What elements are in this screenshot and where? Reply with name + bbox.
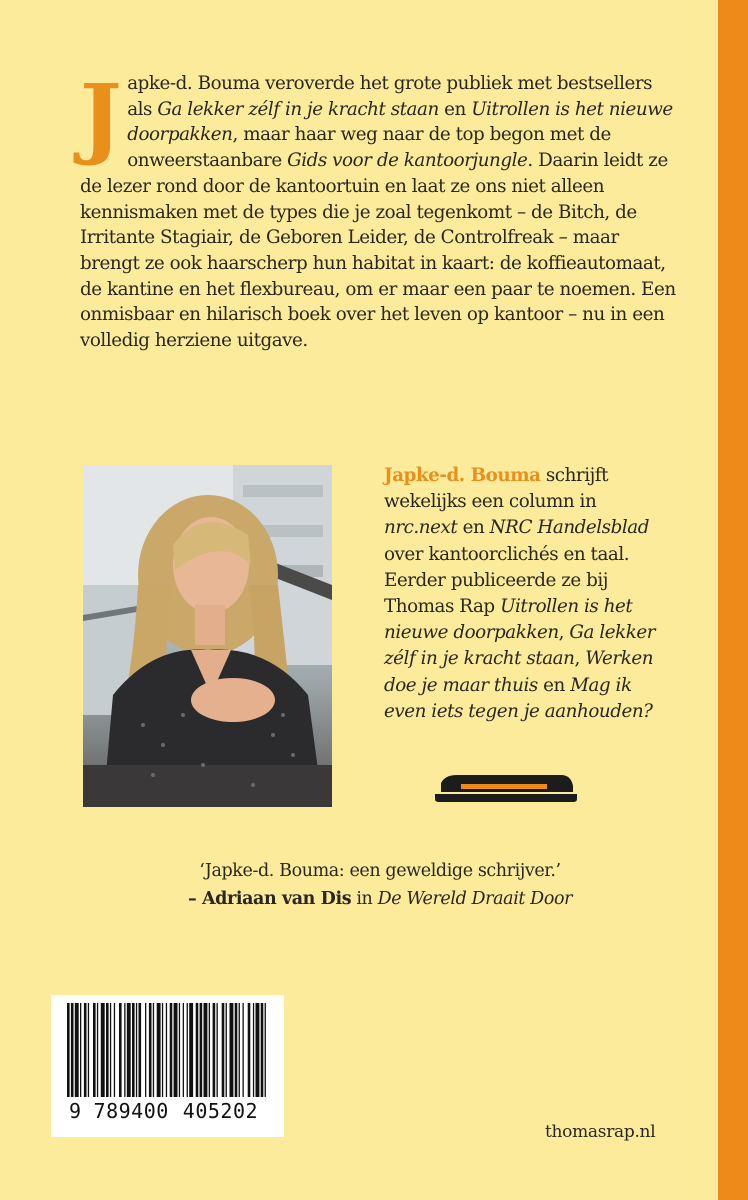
barcode-bar bbox=[71, 1003, 74, 1097]
barcode-bar bbox=[127, 1003, 131, 1097]
barcode-bar bbox=[213, 1003, 216, 1097]
isbn-barcode bbox=[51, 995, 284, 1137]
barcode-bar bbox=[222, 1003, 225, 1097]
barcode-bar bbox=[119, 1003, 122, 1097]
barcode-bar bbox=[162, 1003, 163, 1097]
barcode-bar bbox=[217, 1003, 218, 1097]
barcode-bar bbox=[187, 1003, 188, 1097]
barcode-bar bbox=[230, 1003, 234, 1097]
barcode-bars bbox=[67, 1003, 269, 1099]
barcode-bar bbox=[226, 1003, 227, 1097]
drop-cap: J bbox=[80, 64, 122, 168]
isbn-group-right: 405202 bbox=[182, 1099, 259, 1123]
barcode-bar bbox=[166, 1003, 167, 1097]
barcode-bar bbox=[243, 1003, 244, 1097]
barcode-bar bbox=[149, 1003, 152, 1097]
barcode-bar bbox=[97, 1003, 98, 1097]
barcode-bar bbox=[174, 1003, 178, 1097]
barcode-bar bbox=[145, 1003, 146, 1097]
newspaper-title: nrc.next bbox=[384, 517, 458, 539]
book-title: Gids voor de kantoorjungle bbox=[287, 150, 528, 172]
barcode-bar bbox=[179, 1003, 180, 1097]
blurb-paragraph: apke-d. Bouma veroverde het grote publiek met bestsellers als Ga lekker zélf in je kracht staan en Uitrollen is het nieuwe doorpakken, maar haar weg naar de top begon met de onweerstaanbare Gids voor de kantoorjungle. Daarin leidt ze de lezer rond door de kantoortuin en laat ze ons niet alleen kennismaken met de types die je zoal tegenkomt – de Bitch, de Irritante Stagiair, de Geboren Leider, de Controlfreak – maar brengt ze ook haarscherp hun habitat in kaart: de koffieautomaat, de kantine en het flexbureau, om er maar een paar te noemen. Een onmisbaar en hilarisch boek over het leven op kantoor – nu in een volledig herziene uitgave. bbox=[80, 73, 676, 352]
barcode-bar bbox=[93, 1003, 96, 1097]
barcode-bar bbox=[183, 1003, 184, 1097]
barcode-bar bbox=[204, 1003, 208, 1097]
barcode-bar bbox=[239, 1003, 240, 1097]
barcode-bar bbox=[106, 1003, 109, 1097]
book-title: Mag ik even iets tegen je aanhouden? bbox=[384, 674, 653, 722]
barcode-bar bbox=[256, 1003, 260, 1097]
barcode-bar bbox=[265, 1003, 266, 1097]
isbn-group-left: 789400 bbox=[93, 1099, 169, 1123]
barcode-bar bbox=[200, 1003, 203, 1097]
publisher-website: thomasrap.nl bbox=[545, 1122, 656, 1142]
barcode-bar bbox=[124, 1003, 125, 1097]
barcode-bar bbox=[261, 1003, 264, 1097]
stapler-icon bbox=[433, 772, 578, 804]
book-title: Ga lekker zélf in je kracht staan bbox=[157, 98, 439, 120]
barcode-bar bbox=[136, 1003, 137, 1097]
barcode-bar bbox=[253, 1003, 254, 1097]
bio-paragraph: Japke-d. Bouma schrijft wekelijks een column in nrc.next en NRC Handelsblad over kantoorclichés en taal. Eerder publiceerde ze bij Thomas Rap Uitrollen is het nieuwe doorpakken, Ga lekker zélf in je kracht staan, Werken doe je maar thuis en Mag ik even iets tegen je aanhouden? bbox=[384, 465, 656, 722]
review-quote bbox=[100, 857, 660, 913]
barcode-bar bbox=[84, 1003, 87, 1097]
book-title: Ga lekker zélf in je kracht staan bbox=[384, 622, 656, 670]
book-title: Uitrollen is het nieuwe doorpakken bbox=[384, 596, 633, 644]
orange-spine-stripe bbox=[718, 0, 748, 1200]
barcode-bar bbox=[80, 1003, 81, 1097]
barcode-bar bbox=[75, 1003, 79, 1097]
newspaper-title: NRC Handelsblad bbox=[489, 517, 649, 539]
author-name: Japke-d. Bouma bbox=[384, 465, 541, 486]
barcode-bar bbox=[248, 1003, 251, 1097]
back-cover-blurb bbox=[80, 64, 680, 354]
barcode-bar bbox=[67, 1003, 70, 1097]
barcode-bar bbox=[235, 1003, 238, 1097]
barcode-bar bbox=[209, 1003, 210, 1097]
barcode-bar bbox=[153, 1003, 154, 1097]
barcode-bar bbox=[170, 1003, 173, 1097]
barcode-bar bbox=[114, 1003, 115, 1097]
book-title: Uitrollen is het nieuwe doorpakken bbox=[127, 98, 673, 146]
quote-attribution: – Adriaan van Dis in De Wereld Draait Door bbox=[187, 889, 573, 909]
barcode-bar bbox=[196, 1003, 199, 1097]
barcode-bar bbox=[110, 1003, 111, 1097]
isbn-number bbox=[69, 1099, 279, 1123]
barcode-bar bbox=[132, 1003, 135, 1097]
barcode-bar bbox=[189, 1003, 193, 1097]
isbn-first-digit: 9 bbox=[69, 1099, 82, 1123]
barcode-bar bbox=[101, 1003, 105, 1097]
barcode-bar bbox=[88, 1003, 89, 1097]
author-bio bbox=[384, 463, 670, 725]
quote-author: Adriaan van Dis bbox=[201, 889, 352, 909]
quote-text: ‘Japke-d. Bouma: een geweldige schrijver.’ bbox=[199, 861, 561, 881]
book-title: Werken doe je maar thuis bbox=[384, 648, 654, 696]
author-photo bbox=[83, 465, 332, 807]
barcode-bar bbox=[157, 1003, 161, 1097]
tv-show-title: De Wereld Draait Door bbox=[377, 889, 573, 909]
barcode-bar bbox=[139, 1003, 142, 1097]
